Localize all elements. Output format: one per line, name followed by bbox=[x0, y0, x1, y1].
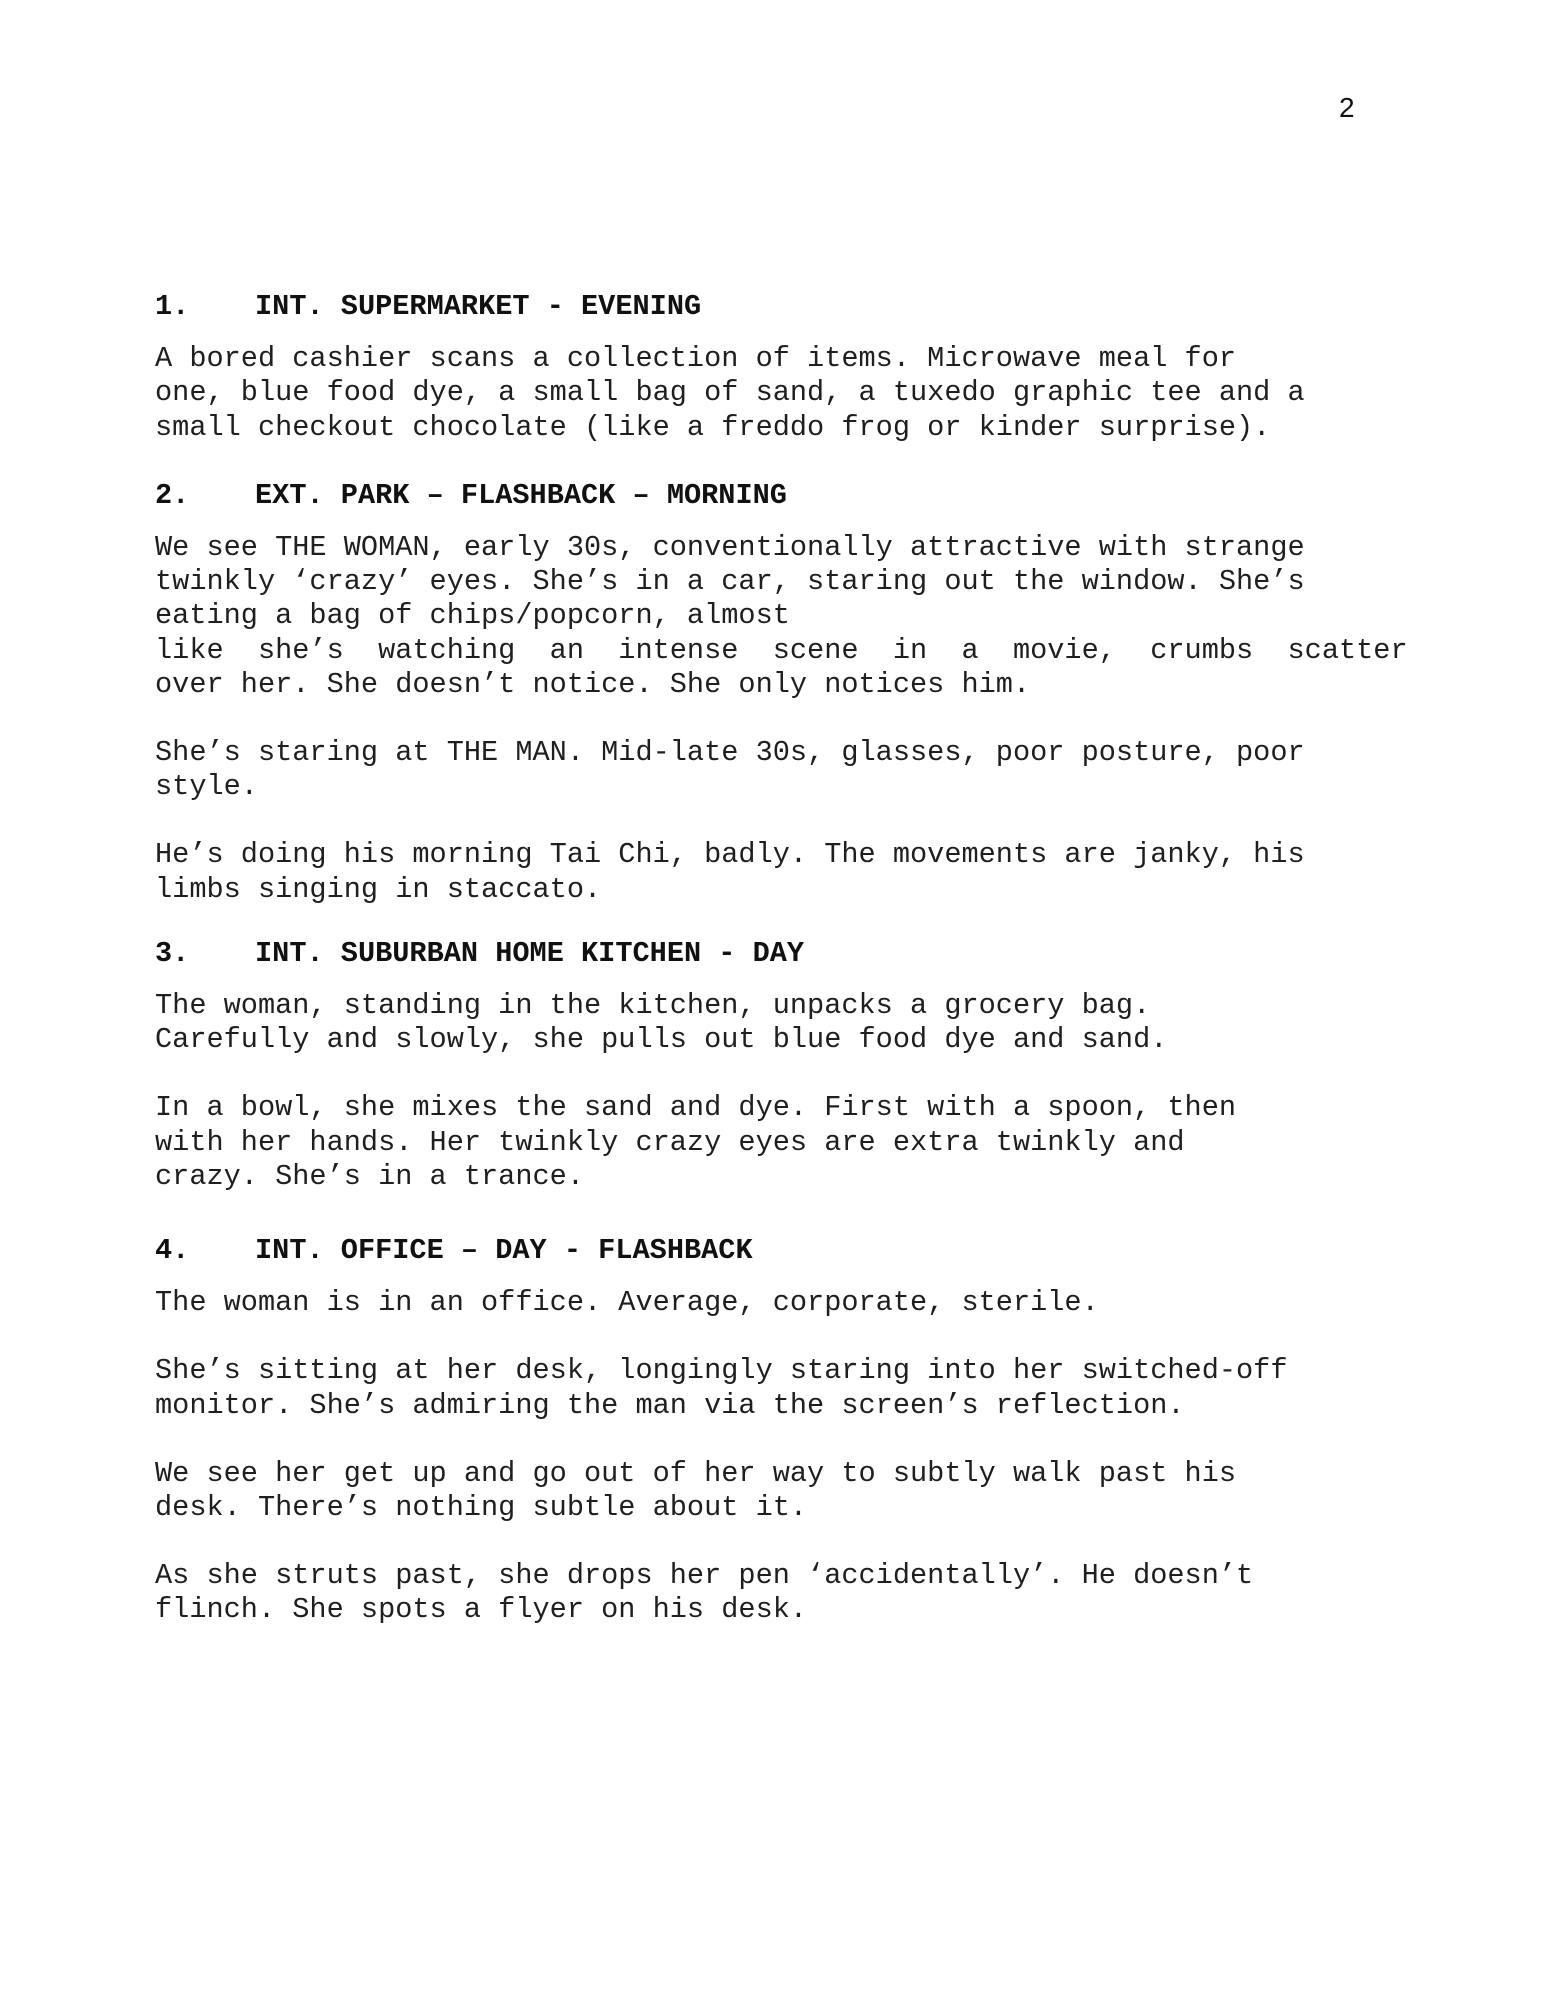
scene-2 bbox=[155, 478, 1408, 907]
scene-heading bbox=[155, 290, 1400, 324]
scene-4 bbox=[155, 1234, 1400, 1628]
action-paragraph: The woman is in an office. Average, corporate, sterile. bbox=[155, 1286, 1099, 1320]
action-paragraph: As she struts past, she drops her pen ‘accidentally’. He doesn’t flinch. She spots a flyer on his desk. bbox=[155, 1559, 1254, 1627]
action-paragraph: A bored cashier scans a collection of items. Microwave meal for one, blue food dye, a small bag of sand, a tuxedo graphic tee and a small checkout chocolate (like a freddo frog or kinder surprise). bbox=[155, 342, 1305, 444]
action-paragraph: The woman, standing in the kitchen, unpacks a grocery bag. Carefully and slowly, she pulls out blue food dye and sand. bbox=[155, 989, 1168, 1057]
scene-heading-text: INT. OFFICE – DAY - FLASHBACK bbox=[255, 1234, 753, 1268]
scene-heading-text: INT. SUBURBAN HOME KITCHEN - DAY bbox=[255, 936, 805, 970]
scene-heading bbox=[155, 479, 1400, 513]
action-paragraph: She’s staring at THE MAN. Mid-late 30s, glasses, poor posture, poor style. bbox=[155, 736, 1305, 804]
scene-3 bbox=[155, 937, 1400, 1194]
action-paragraph: In a bowl, she mixes the sand and dye. First with a spoon, then with her hands. Her twinkly crazy eyes are extra twinkly and crazy. She’s in a trance. bbox=[155, 1091, 1237, 1193]
screenplay-body bbox=[155, 290, 1408, 1662]
scene-heading-text: EXT. PARK – FLASHBACK – MORNING bbox=[255, 478, 787, 512]
scene-number: 1. bbox=[155, 290, 190, 323]
scene-number: 4. bbox=[155, 1234, 190, 1268]
action-paragraph: He’s doing his morning Tai Chi, badly. The movements are janky, his limbs singing in staccato. bbox=[155, 838, 1305, 906]
scene-heading-text: INT. SUPERMARKET - EVENING bbox=[255, 290, 702, 323]
scene-1 bbox=[155, 290, 1400, 445]
scene-number: 2. bbox=[155, 478, 190, 512]
scene-heading bbox=[155, 1234, 1400, 1268]
scene-heading bbox=[155, 937, 1400, 971]
action-paragraph: She’s sitting at her desk, longingly staring into her switched-off monitor. She’s admiring the man via the screen’s reflection. bbox=[155, 1354, 1288, 1422]
page-number: 2 bbox=[1339, 92, 1355, 123]
action-paragraph: We see THE WOMAN, early 30s, conventionally attractive with strange twinkly ‘crazy’ eyes. She’s in a car, staring out the window. She’s eating a bag of chips/popcorn, almost like she’s watching an intense scene in a movie, crumbs scatter over her. She doesn’t notice. She only notices him. bbox=[155, 531, 1408, 701]
action-paragraph: We see her get up and go out of her way to subtly walk past his desk. There’s nothing subtle about it. bbox=[155, 1456, 1237, 1525]
scene-number: 3. bbox=[155, 936, 190, 970]
